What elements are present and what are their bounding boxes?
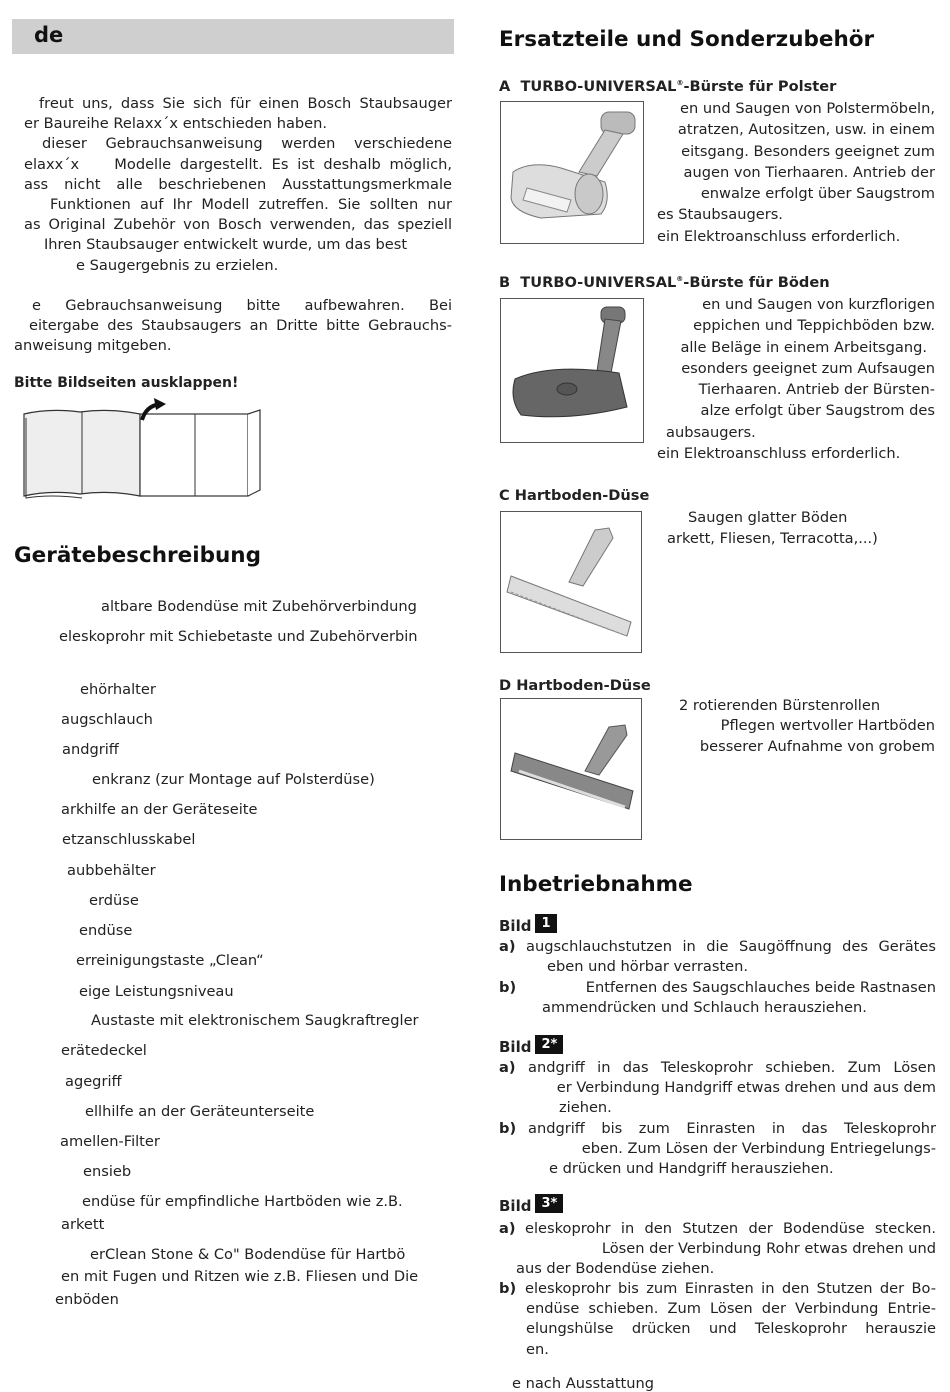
intro-line: Funktionen auf Ihr Modell zutreffen. Sie sollten nur bbox=[50, 196, 452, 214]
step-line: er Verbindung Handgriff etwas drehen und aus dem bbox=[556, 1079, 936, 1097]
description-line: Saugen glatter Böden bbox=[688, 509, 848, 526]
intro-line: Ihren Staubsauger entwickelt wurde, um das best bbox=[44, 236, 408, 254]
accessory-c-description bbox=[657, 507, 935, 550]
step-label: a) bbox=[499, 1220, 516, 1237]
intro-line: anweisung mitgeben. bbox=[14, 337, 172, 355]
language-code: de bbox=[34, 23, 64, 47]
hard-floor-nozzle-image bbox=[500, 511, 642, 653]
bild-3-label bbox=[499, 1197, 563, 1216]
intro-line: ass nicht alle beschriebenen Ausstattungsmerkmale bbox=[24, 175, 452, 193]
list-item: Austaste mit elektronischem Saugkraftregler bbox=[91, 1012, 419, 1029]
bild-3-step-a bbox=[499, 1219, 936, 1280]
step-label: a) bbox=[499, 938, 516, 955]
list-item: augschlauch bbox=[61, 711, 153, 728]
accessory-a-description bbox=[657, 98, 935, 247]
description-line: alze erfolgt über Saugstrom des bbox=[700, 402, 935, 420]
accessory-name: TURBO-UNIVERSAL bbox=[520, 78, 677, 95]
step-line: Entfernen des Saugschlauches beide Rastnasen bbox=[585, 979, 936, 996]
list-item: amellen-Filter bbox=[60, 1133, 160, 1150]
step-line: eben und hörbar verrasten. bbox=[547, 958, 749, 976]
step-line: ziehen. bbox=[559, 1099, 612, 1117]
bild-number: 3* bbox=[535, 1194, 563, 1213]
bild-1-step-a bbox=[499, 937, 936, 977]
bild-2-label bbox=[499, 1038, 563, 1057]
intro-line: as Original Zubehör von Bosch verwenden, das speziell bbox=[24, 216, 452, 234]
intro-line: er Baureihe Relaxx´x entschieden haben. bbox=[24, 115, 328, 133]
description-line: ein Elektroanschluss erforderlich. bbox=[657, 227, 901, 245]
description-line: Tierhaaren. Antrieb der Bürsten- bbox=[698, 381, 935, 399]
list-item: eige Leistungsniveau bbox=[79, 983, 234, 1000]
list-item: ensieb bbox=[83, 1163, 132, 1180]
description-line: Pflegen wertvoller Hartböden bbox=[720, 717, 935, 735]
description-title: Gerätebeschreibung bbox=[14, 543, 261, 568]
bild-2-step-a bbox=[499, 1058, 936, 1119]
intro-line: dieser Gebrauchsanweisung werden verschiedene bbox=[42, 135, 452, 153]
intro-line: freut uns, dass Sie sich für einen Bosch Staubsauger bbox=[39, 95, 452, 112]
list-item: en mit Fugen und Ritzen wie z.B. Fliesen und Die bbox=[61, 1268, 419, 1285]
accessory-suffix: -Bürste für Böden bbox=[683, 274, 830, 291]
description-line: augen von Tierhaaren. Antrieb der bbox=[683, 163, 935, 181]
bild-2-step-b bbox=[499, 1119, 936, 1180]
description-line: enwalze erfolgt über Saugstrom bbox=[700, 185, 935, 203]
registered-mark: ® bbox=[676, 275, 684, 284]
bild-word: Bild bbox=[499, 1197, 532, 1215]
bild-number: 1 bbox=[535, 914, 556, 933]
description-line: en und Saugen von Polstermöbeln, bbox=[680, 100, 935, 117]
description-line: eitsgang. Besonders geeignet zum bbox=[681, 142, 935, 160]
list-item: altbare Bodendüse mit Zubehörverbindung bbox=[101, 598, 417, 615]
intro-line: e Saugergebnis zu erzielen. bbox=[76, 256, 279, 274]
footnote: e nach Ausstattung bbox=[512, 1375, 655, 1392]
hard-floor-nozzle-rollers-image bbox=[500, 698, 642, 840]
step-label: a) bbox=[499, 1059, 516, 1076]
startup-title: Inbetriebnahme bbox=[499, 872, 693, 897]
step-line: eleskoprohr bis zum Einrasten in den Stutzen der Bo- bbox=[525, 1280, 936, 1297]
list-item: aubbehälter bbox=[67, 862, 156, 879]
description-line: arkett, Fliesen, Terracotta,...) bbox=[667, 530, 878, 548]
list-item: enkranz (zur Montage auf Polsterdüse) bbox=[92, 771, 375, 788]
step-label: b) bbox=[499, 1280, 517, 1297]
intro-line: eitergabe des Staubsaugers an Dritte bitte Gebrauchs- bbox=[29, 317, 452, 335]
step-label: b) bbox=[499, 1120, 517, 1137]
step-label: b) bbox=[499, 979, 517, 996]
list-item: andgriff bbox=[62, 741, 119, 758]
bild-1-step-b bbox=[499, 978, 936, 1018]
step-line: eleskoprohr in den Stutzen der Bodendüse stecken. bbox=[525, 1220, 936, 1237]
list-item: etzanschlusskabel bbox=[62, 831, 196, 848]
accessory-c-title: C Hartboden-Düse bbox=[499, 487, 650, 504]
bild-word: Bild bbox=[499, 917, 532, 935]
description-line: atratzen, Autositzen, usw. in einem bbox=[677, 121, 935, 139]
step-line: andgriff bis zum Einrasten in das Teleskoprohr bbox=[528, 1120, 936, 1137]
language-bar bbox=[12, 19, 454, 54]
description-line: 2 rotierenden Bürstenrollen bbox=[679, 697, 881, 714]
list-item: ellhilfe an der Geräteunterseite bbox=[85, 1103, 315, 1120]
fold-note: Bitte Bildseiten ausklappen! bbox=[14, 375, 239, 391]
step-line: augschlauchstutzen in die Saugöffnung des Gerätes bbox=[526, 938, 936, 955]
intro-text bbox=[14, 94, 452, 356]
bild-1-label bbox=[499, 917, 557, 936]
description-line: aubsaugers. bbox=[666, 423, 756, 441]
step-line: en. bbox=[526, 1340, 549, 1358]
list-item: arkhilfe an der Geräteseite bbox=[61, 801, 258, 818]
accessory-b-title bbox=[499, 274, 830, 291]
registered-mark: ® bbox=[676, 79, 684, 88]
intro-line: e Gebrauchsanweisung bitte aufbewahren. Bei bbox=[32, 296, 452, 314]
description-line: esonders geeignet zum Aufsaugen bbox=[681, 359, 935, 377]
intro-line: elaxx´x Modelle dargestellt. Es ist deshalb möglich, bbox=[24, 155, 452, 173]
accessory-name: TURBO-UNIVERSAL bbox=[520, 274, 677, 291]
step-line: aus der Bodendüse ziehen. bbox=[516, 1260, 715, 1278]
list-item: erClean Stone & Co" Bodendüse für Hartbö bbox=[90, 1246, 406, 1263]
accessory-b-description bbox=[657, 294, 935, 464]
list-item: endüse bbox=[79, 922, 133, 939]
accessory-a-title bbox=[499, 78, 836, 95]
list-item: ehörhalter bbox=[80, 681, 156, 698]
bild-word: Bild bbox=[499, 1038, 532, 1056]
step-line: e drücken und Handgriff herausziehen. bbox=[549, 1160, 834, 1178]
accessory-letter: B bbox=[499, 274, 511, 291]
list-item: arkett bbox=[61, 1216, 105, 1233]
bild-number: 2* bbox=[535, 1035, 563, 1054]
step-line: endüse schieben. Zum Lösen der Verbindung Entrie- bbox=[526, 1300, 936, 1318]
turbo-floor-brush-image bbox=[500, 298, 644, 443]
step-line: ammendrücken und Schlauch herausziehen. bbox=[542, 999, 867, 1017]
foldout-illustration bbox=[20, 398, 265, 504]
list-item: agegriff bbox=[65, 1073, 122, 1090]
step-line: eben. Zum Lösen der Verbindung Entriegelungs- bbox=[581, 1140, 936, 1158]
description-line: es Staubsaugers. bbox=[657, 206, 783, 224]
list-item: endüse für empfindliche Hartböden wie z.B. bbox=[82, 1193, 403, 1210]
accessory-d-description bbox=[657, 696, 935, 757]
accessory-letter: A bbox=[499, 78, 511, 95]
description-line: alle Beläge in einem Arbeitsgang. bbox=[680, 338, 927, 356]
accessory-d-title: D Hartboden-Düse bbox=[499, 677, 651, 694]
turbo-upholstery-brush-image bbox=[500, 101, 644, 244]
description-line: en und Saugen von kurzflorigen bbox=[702, 296, 935, 313]
step-line: Lösen der Verbindung Rohr etwas drehen und bbox=[601, 1240, 936, 1258]
list-item: eleskoprohr mit Schiebetaste und Zubehörverbin bbox=[59, 628, 418, 645]
description-line: besserer Aufnahme von grobem bbox=[699, 737, 935, 755]
bild-3-step-b bbox=[499, 1279, 936, 1360]
description-line: eppichen und Teppichböden bzw. bbox=[693, 317, 935, 335]
list-item: erreinigungstaste „Clean“ bbox=[76, 952, 264, 969]
list-item: enböden bbox=[55, 1291, 119, 1308]
accessory-suffix: -Bürste für Polster bbox=[683, 78, 837, 95]
step-line: elungshülse drücken und Teleskoprohr herauszie bbox=[526, 1320, 936, 1338]
list-item: erdüse bbox=[89, 892, 139, 909]
step-line: andgriff in das Teleskoprohr schieben. Zum Lösen bbox=[528, 1059, 936, 1076]
accessories-title: Ersatzteile und Sonderzubehör bbox=[499, 27, 875, 52]
description-line: ein Elektroanschluss erforderlich. bbox=[657, 445, 901, 463]
list-item: erätedeckel bbox=[61, 1042, 147, 1059]
